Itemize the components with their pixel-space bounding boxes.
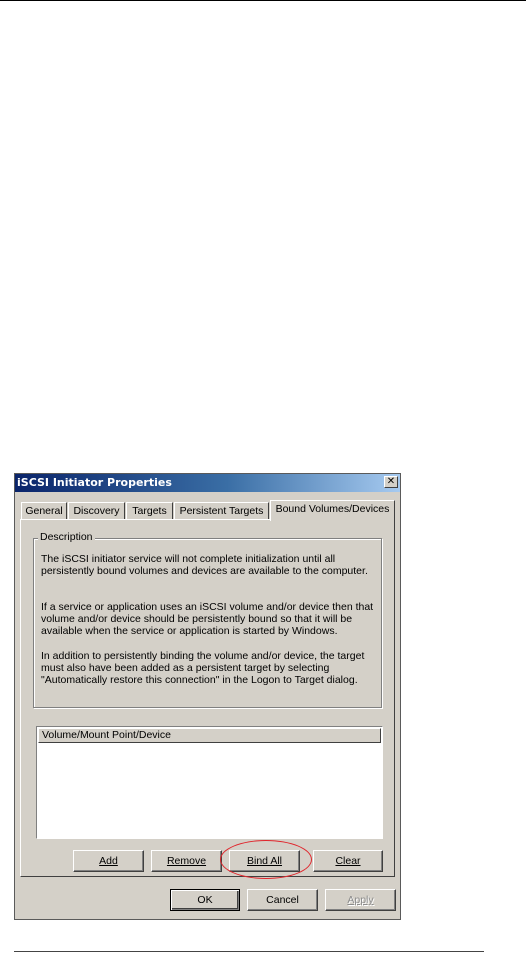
- remove-button[interactable]: [151, 850, 222, 872]
- description-title: Description: [40, 531, 93, 543]
- tab-discovery[interactable]: Discovery: [68, 502, 125, 520]
- description-groupbox: [33, 531, 382, 708]
- page-top-rule: [0, 0, 526, 1]
- ok-button[interactable]: OK: [170, 889, 240, 911]
- add-button[interactable]: [73, 850, 144, 872]
- page-bottom-rule: [14, 951, 484, 952]
- description-paragraph: The iSCSI initiator service will not complete initialization until all persistently bound volumes and devices are available to the computer.: [41, 553, 368, 577]
- tab-bound-volumes-devices[interactable]: Bound Volumes/Devices: [270, 500, 395, 521]
- bind-all-button-label: Bind All: [246, 855, 283, 867]
- apply-button-label: Apply: [347, 894, 374, 906]
- description-paragraph: If a service or application uses an iSCSI volume and/or device then that volume and/or device should be persistently bound so that it will be available when the service or application is started by Windows.: [41, 601, 374, 637]
- window-title: iSCSI Initiator Properties: [17, 476, 172, 489]
- tab-targets[interactable]: Targets: [126, 502, 173, 520]
- cancel-button[interactable]: Cancel: [247, 889, 318, 911]
- column-header-volume[interactable]: Volume/Mount Point/Device: [38, 728, 381, 743]
- remove-button-label: Remove: [166, 855, 207, 867]
- clear-button-label: Clear: [335, 855, 361, 867]
- title-bar[interactable]: [15, 474, 400, 492]
- tab-persistent-targets[interactable]: Persistent Targets: [174, 502, 269, 520]
- bind-all-button[interactable]: [229, 850, 300, 872]
- volume-listview[interactable]: [36, 726, 383, 839]
- clear-button[interactable]: [313, 850, 383, 872]
- tab-general[interactable]: General: [21, 502, 67, 520]
- add-button-label: Add: [99, 855, 118, 867]
- close-icon[interactable]: ✕: [384, 476, 398, 488]
- description-paragraph: In addition to persistently binding the volume and/or device, the target must also have been added as a persistent target by selecting "Automatically restore this connection" in the Logon to Target dialog.: [41, 650, 365, 686]
- apply-button[interactable]: [325, 889, 396, 911]
- iscsi-properties-dialog: [14, 473, 401, 920]
